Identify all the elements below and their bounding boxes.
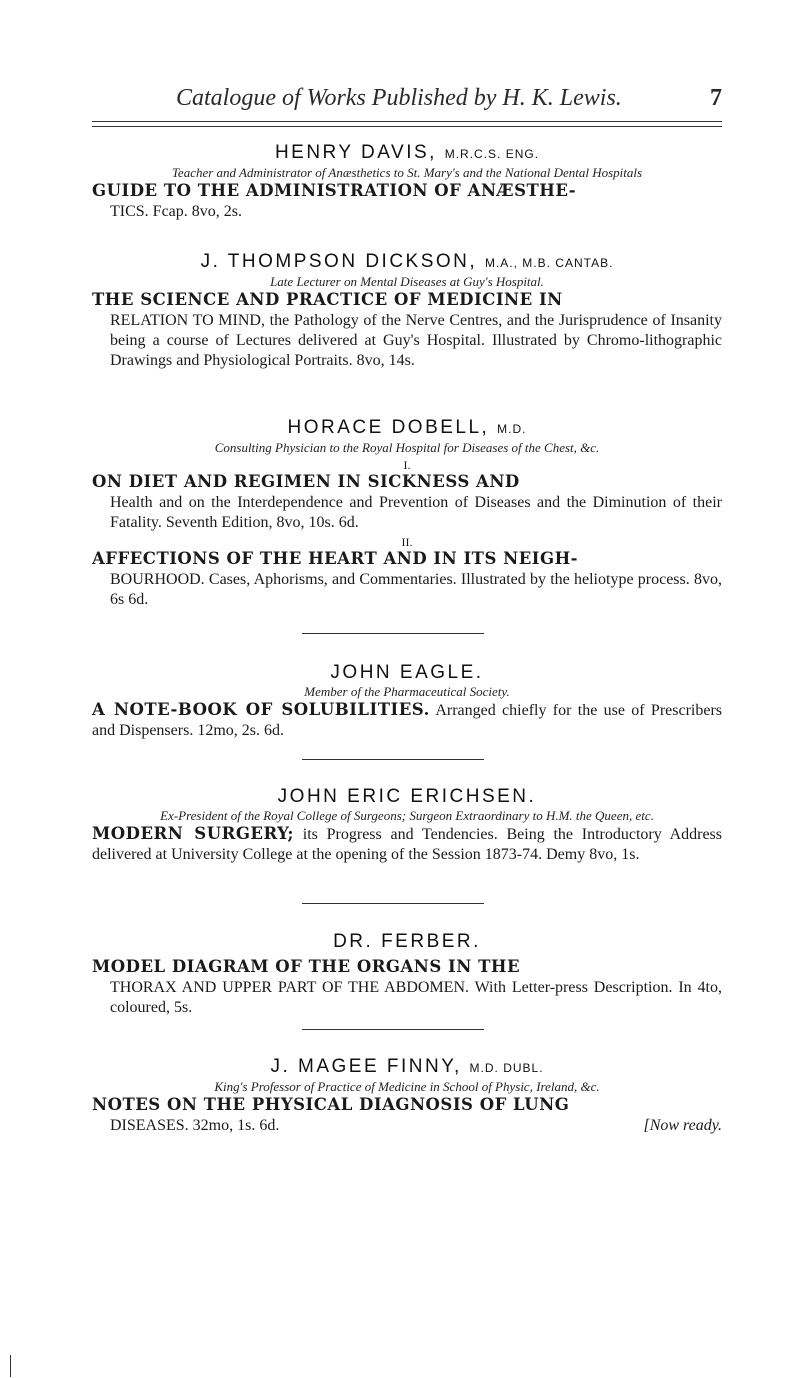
work-details: Health and on the Interdependence and Prevention of Diseases and the Diminution of their Fatality. Seventh Edition, 8vo, 10s. 6d. [110,494,722,531]
header-rule [92,121,722,127]
author-name: J. THOMPSON DICKSON, [200,251,478,272]
catalogue-entry [92,931,722,1018]
work-title: AFFECTIONS OF THE HEART AND IN ITS NEIGH- [92,549,579,568]
author-line [92,417,722,440]
catalogue-entry [92,251,722,371]
work-item [92,472,722,533]
work-item [92,290,722,371]
work-numeral: I. [403,458,411,472]
work-details: RELATION TO MIND, the Pathology of the Nerve Centres, and the Jurisprudence of Insanity being a course of Lectures delivered at Guy's Hospital. Illustrated by Chromo-lithographic Drawings and Physiological Portraits. 8vo, 14s. [110,312,722,369]
author-name: JOHN EAGLE. [330,662,484,683]
author-name: HENRY DAVIS, [274,142,437,163]
author-position: Teacher and Administrator of Anæsthetics to St. Mary's and the National Dental Hospitals [171,165,643,180]
work-details: its Progress and Tendencies. Being the Introductory Address delivered at University College at the opening of the Session 1873-74. Demy 8vo, 1s. [92,826,723,863]
author-position: Consulting Physician to the Royal Hospital for Diseases of the Chest, &c. [214,440,600,455]
work-item [92,957,722,1018]
margin-mark [10,1355,11,1377]
running-title: Catalogue of Works Published by H. K. Lewis. [176,85,622,111]
catalogue-entry [92,142,722,222]
work-title: NOTES ON THE PHYSICAL DIAGNOSIS OF LUNG [92,1095,570,1114]
author-position: King's Professor of Practice of Medicine in School of Physic, Ireland, &c. [214,1079,600,1094]
work-numeral: II. [401,535,413,549]
author-degrees: M.R.C.S. ENG. [444,147,540,161]
author-position: Ex-President of the Royal College of Surgeons; Surgeon Extraordinary to H.M. the Queen, etc. [160,808,654,823]
section-divider [302,903,484,904]
work-title: A NOTE-BOOK OF SOLUBILITIES. [92,700,430,719]
work-title: GUIDE TO THE ADMINISTRATION OF ANÆSTHE- [92,181,577,200]
page-number: 7 [710,85,722,111]
catalogue-entry [92,417,722,610]
author-line [92,251,722,274]
author-line [92,142,722,165]
section-divider [302,1029,484,1030]
author-position: Late Lecturer on Mental Diseases at Guy's Hospital. [270,274,544,289]
author-line [92,931,722,953]
work-details-line [92,1116,722,1136]
author-degrees: M.D. [497,422,527,436]
work-details: TICS. Fcap. 8vo, 2s. [110,203,242,220]
author-name: HORACE DOBELL, [287,417,490,438]
catalogue-entry [92,1056,722,1136]
author-name: DR. FERBER. [333,931,481,952]
author-name: J. MAGEE FINNY, [270,1056,462,1077]
work-title: ON DIET AND REGIMEN IN SICKNESS AND [92,472,520,491]
work-item [92,181,722,222]
author-line [92,786,722,808]
work-item [92,549,722,610]
running-header [92,85,722,117]
work-details: THORAX AND UPPER PART OF THE ABDOMEN. With Letter-press Description. In 4to, coloured, 5s. [110,979,722,1016]
author-position: Member of the Pharmaceutical Society. [304,684,510,699]
author-line [92,662,722,684]
author-degrees: M.D. DUBL. [469,1061,544,1075]
catalogue-entry [92,662,722,741]
work-details: Arranged chiefly for the use of Prescribers and Dispensers. 12mo, 2s. 6d. [92,702,723,739]
author-line [92,1056,722,1079]
work-details: BOURHOOD. Cases, Aphorisms, and Commentaries. Illustrated by the heliotype process. 8vo, 6s 6d. [110,571,722,608]
availability-note: [Now ready. [643,1117,722,1134]
work-title: MODEL DIAGRAM OF THE ORGANS IN THE [92,957,521,976]
work-title: THE SCIENCE AND PRACTICE OF MEDICINE IN [92,290,563,309]
work-item [92,1095,722,1136]
work-item [92,700,722,741]
work-details: DISEASES. 32mo, 1s. 6d. [110,1117,280,1134]
section-divider [302,633,484,634]
author-name: JOHN ERIC ERICHSEN. [277,786,537,807]
work-item [92,824,722,865]
work-title: MODERN SURGERY; [92,824,295,843]
catalogue-entry [92,786,722,865]
author-degrees: M.A., M.B. CANTAB. [484,256,614,270]
section-divider [302,759,484,760]
